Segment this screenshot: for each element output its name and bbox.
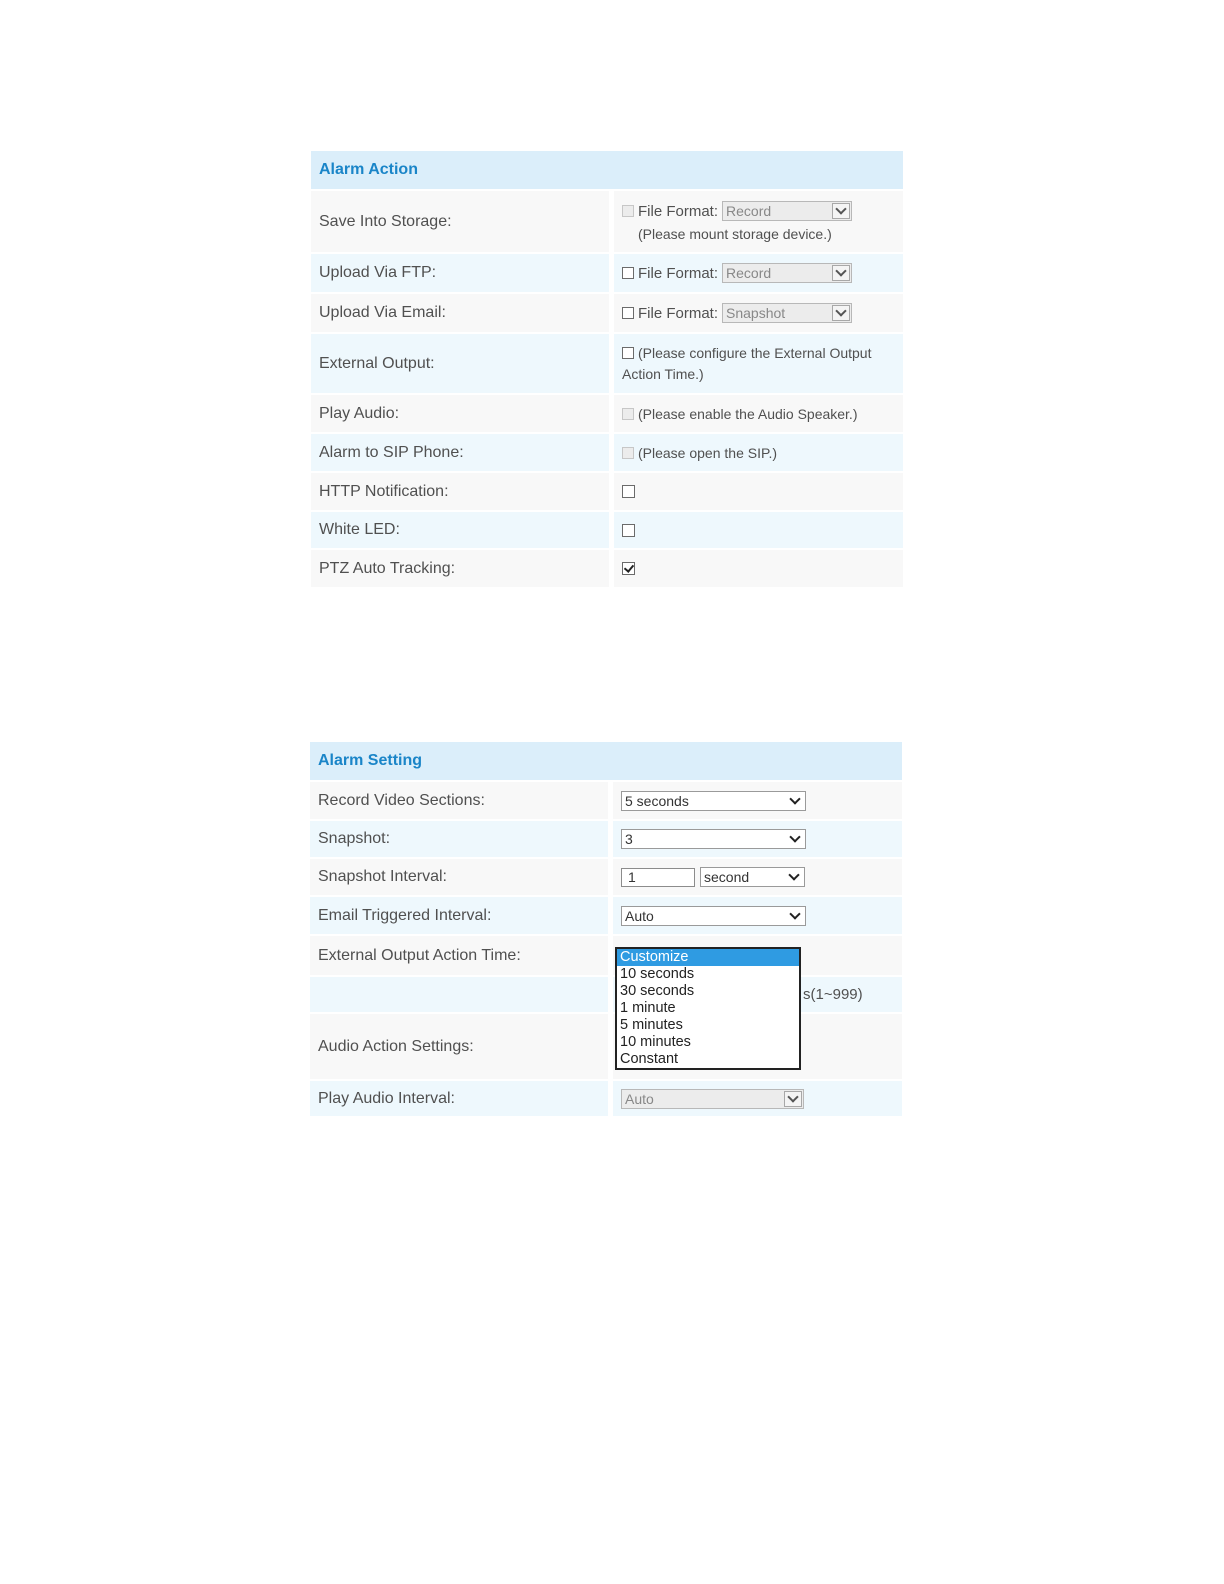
row-external-output-custom [310,977,902,1012]
upload-email-checkbox[interactable] [622,307,634,319]
email-format-select[interactable]: Snapshot [722,303,852,323]
alarm-action-panel [311,151,903,589]
chevron-down-icon [832,305,850,321]
external-output-label: External Output: [311,334,609,393]
http-notification-checkbox[interactable] [622,485,635,498]
upload-ftp-label: Upload Via FTP: [311,254,609,292]
alarm-sip-label: Alarm to SIP Phone: [311,434,609,471]
row-ptz-auto-tracking [311,550,903,587]
email-triggered-interval-label: Email Triggered Interval: [310,897,608,934]
row-save-into-storage [311,191,903,252]
row-white-led [311,512,903,548]
save-into-storage-label: Save Into Storage: [311,191,609,252]
alarm-action-title: Alarm Action [311,151,903,189]
chevron-down-icon [785,869,803,885]
save-storage-format-select[interactable]: Record [722,201,852,221]
row-http-notification [311,473,903,510]
external-output-note-2: Action Time.) [622,366,704,382]
snapshot-interval-label: Snapshot Interval: [310,859,608,895]
external-output-action-time-listbox[interactable] [615,947,801,1070]
snapshot-interval-input[interactable]: 1 [621,868,695,887]
chevron-down-icon [832,203,850,219]
option-30-seconds[interactable]: 30 seconds [620,983,695,999]
file-format-label: File Format: [638,304,719,322]
option-10-minutes[interactable]: 10 minutes [620,1034,691,1050]
alarm-setting-panel [310,742,902,1118]
external-output-action-time-label: External Output Action Time: [310,936,608,975]
row-audio-action-settings [310,1014,902,1079]
row-play-audio-interval [310,1081,902,1116]
option-5-minutes[interactable]: 5 minutes [620,1017,683,1033]
email-triggered-interval-select[interactable]: Auto [621,906,806,926]
row-email-triggered-interval [310,897,902,934]
audio-action-settings-label: Audio Action Settings: [310,1014,608,1079]
ftp-format-select[interactable]: Record [722,263,852,283]
alarm-sip-checkbox[interactable] [622,447,634,459]
save-into-storage-checkbox[interactable] [622,205,634,217]
record-video-sections-label: Record Video Sections: [310,782,608,819]
play-audio-interval-select[interactable]: Auto [621,1089,804,1109]
file-format-label: File Format: [638,264,719,282]
white-led-label: White LED: [311,512,609,548]
white-led-checkbox[interactable] [622,524,635,537]
alarm-setting-title: Alarm Setting [310,742,902,780]
option-customize[interactable]: Customize [617,949,799,966]
option-1-minute[interactable]: 1 minute [620,1000,676,1016]
play-audio-checkbox[interactable] [622,408,634,420]
snapshot-select[interactable]: 3 [621,829,806,849]
file-format-label: File Format: [638,202,719,220]
row-snapshot-interval [310,859,902,895]
row-play-audio [311,395,903,432]
external-output-checkbox[interactable] [622,347,634,359]
play-audio-note: (Please enable the Audio Speaker.) [638,405,858,422]
storage-note: (Please mount storage device.) [638,226,832,242]
upload-email-label: Upload Via Email: [311,294,609,332]
play-audio-label: Play Audio: [311,395,609,432]
row-snapshot [310,821,902,857]
option-10-seconds[interactable]: 10 seconds [620,966,695,982]
chevron-down-icon [784,1091,802,1107]
row-external-output-action-time [310,936,902,975]
chevron-down-icon [832,265,850,281]
record-video-sections-select[interactable]: 5 seconds [621,791,806,811]
chevron-down-icon [786,908,804,924]
row-upload-via-email [311,294,903,332]
alarm-sip-note: (Please open the SIP.) [638,444,778,461]
ptz-auto-tracking-label: PTZ Auto Tracking: [311,550,609,587]
row-external-output [311,334,903,393]
row-alarm-sip-phone [311,434,903,471]
snapshot-label: Snapshot: [310,821,608,857]
option-constant[interactable]: Constant [620,1051,679,1067]
chevron-down-icon [786,793,804,809]
external-output-note-1: (Please configure the External Output [638,345,872,361]
row-record-video-sections [310,782,902,819]
upload-ftp-checkbox[interactable] [622,267,634,279]
ptz-auto-tracking-checkbox[interactable] [622,562,635,575]
row-upload-via-ftp [311,254,903,292]
chevron-down-icon [786,831,804,847]
http-notification-label: HTTP Notification: [311,473,609,510]
snapshot-interval-unit-select[interactable]: second [700,867,805,887]
range-hint: s(1~999) [803,986,863,1003]
play-audio-interval-label: Play Audio Interval: [310,1081,608,1116]
